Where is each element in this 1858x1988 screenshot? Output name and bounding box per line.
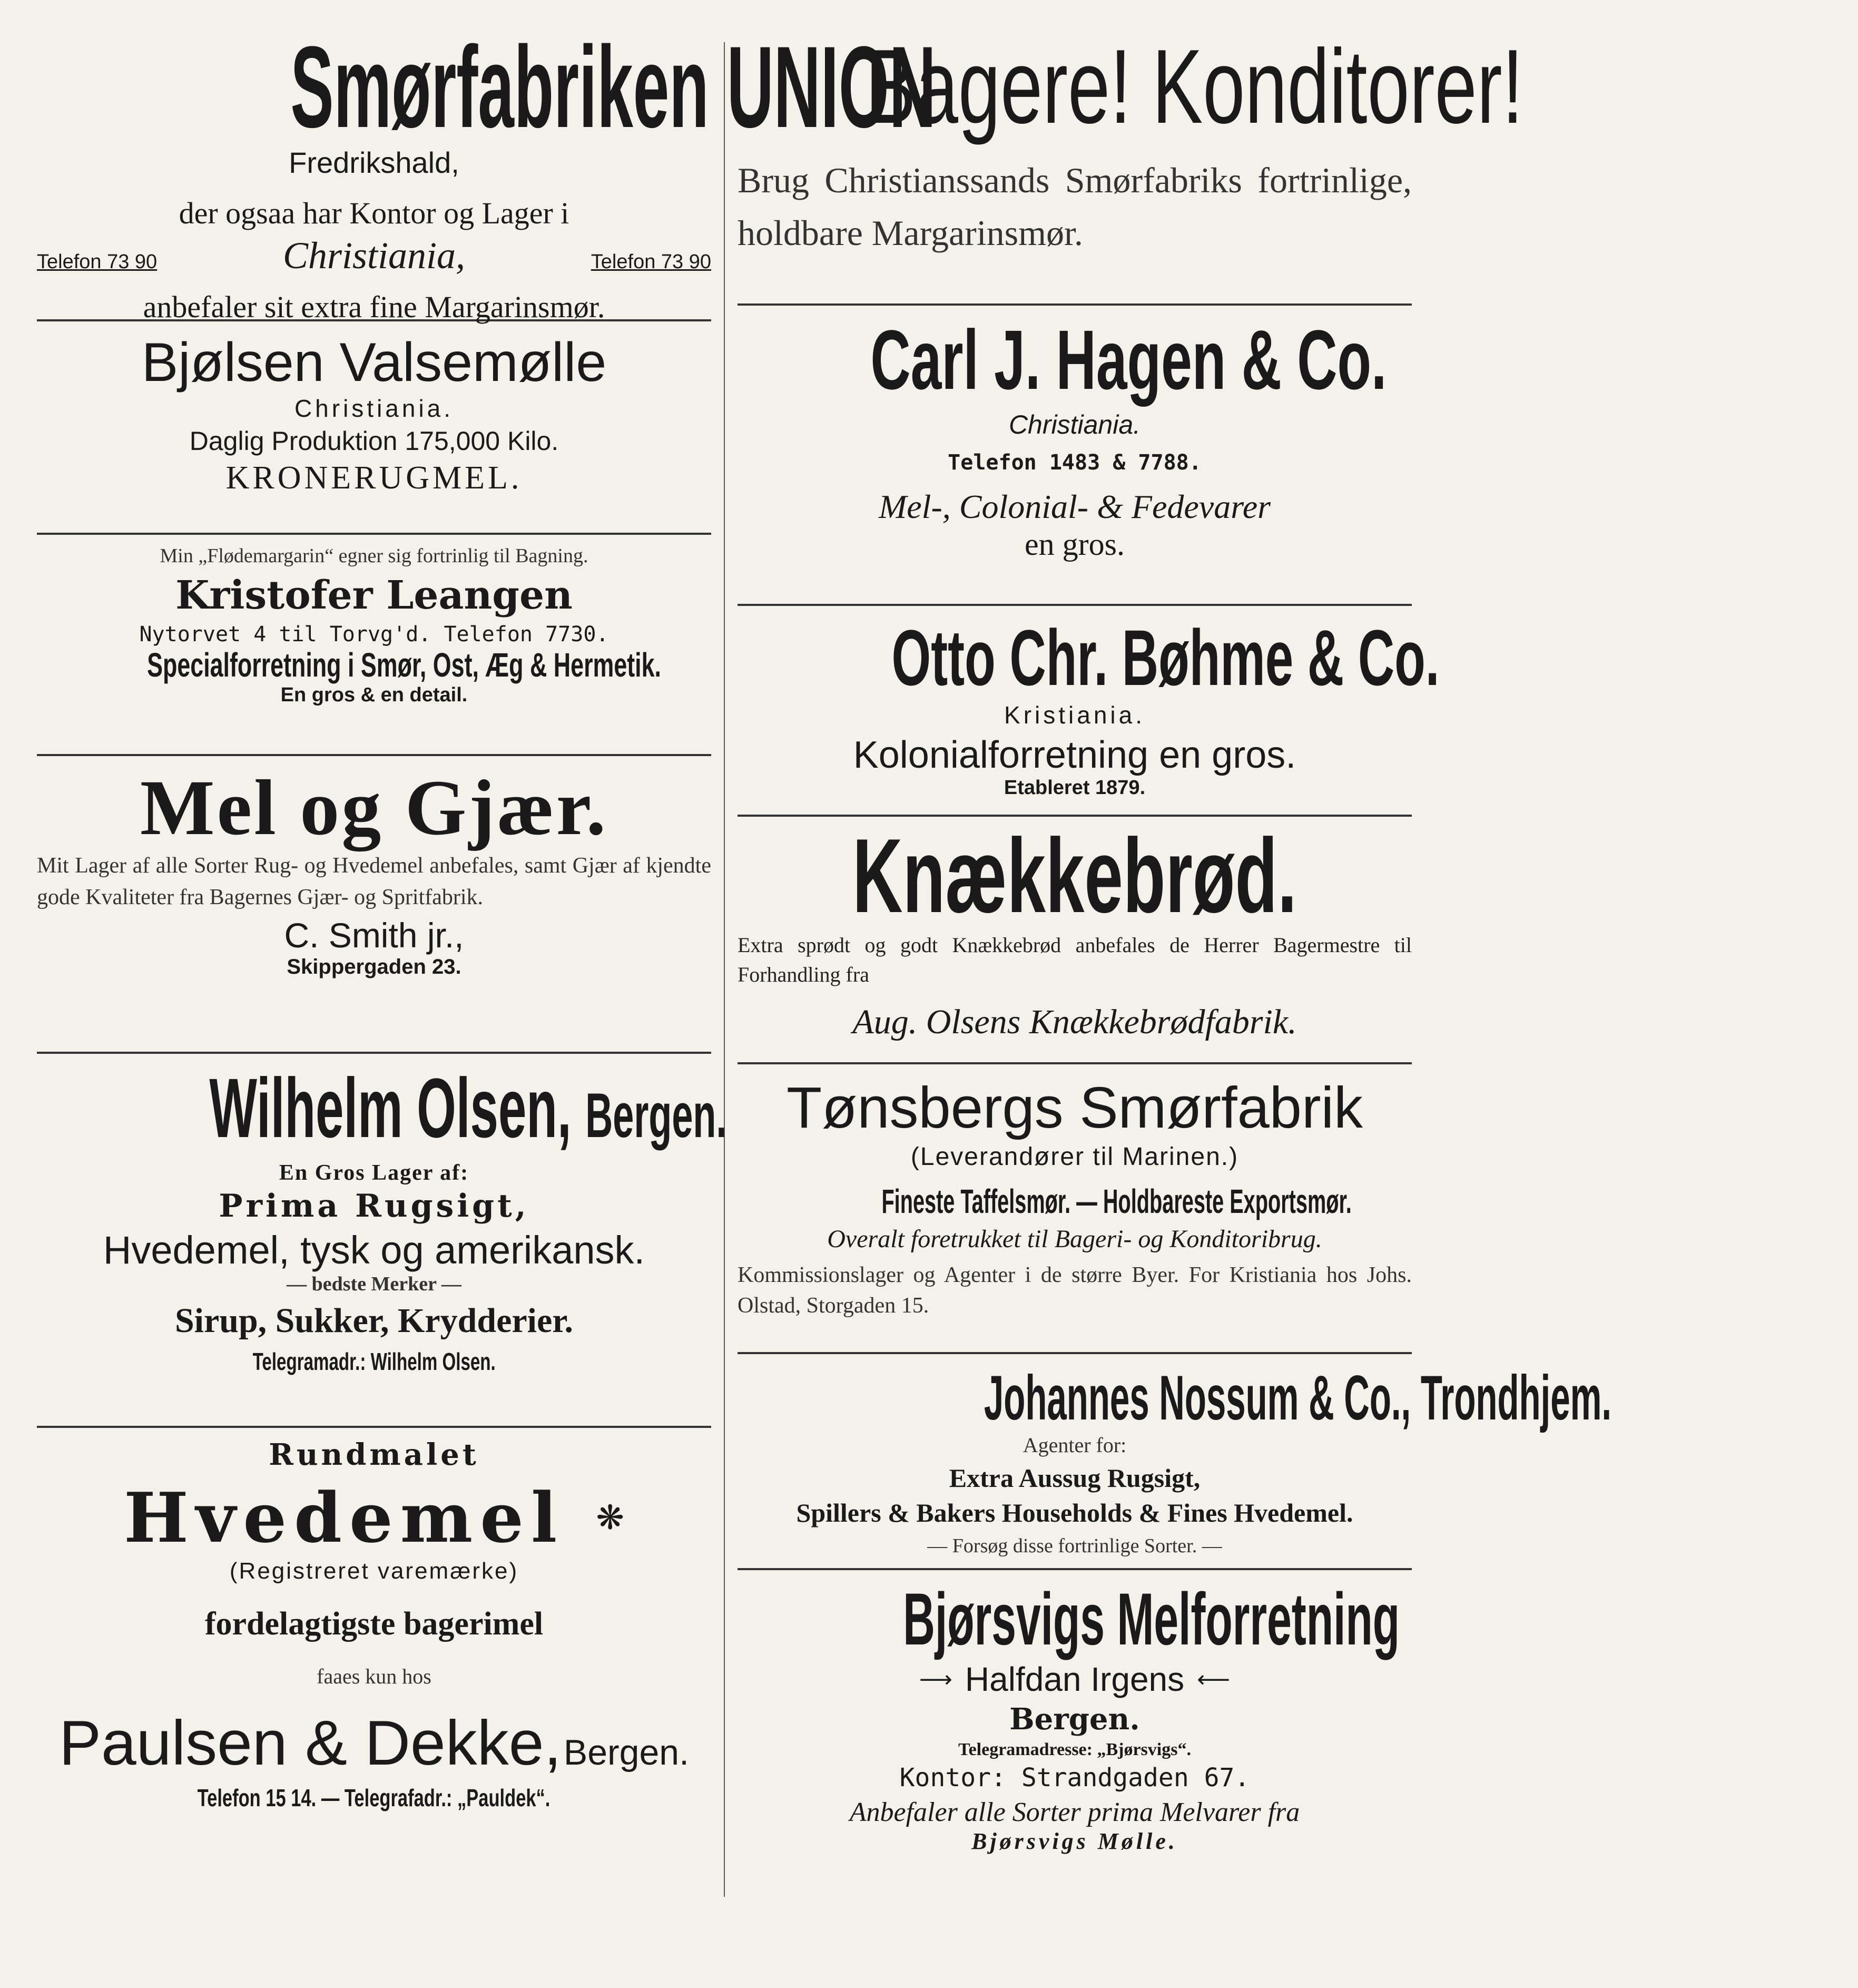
registered: (Registreret varemærke) xyxy=(229,1558,519,1584)
products: Fineste Taffelsmør. — Holdbareste Exportsmør. xyxy=(881,1182,1352,1220)
name: Paulsen & Dekke, xyxy=(58,1708,562,1778)
ad-olsen xyxy=(37,1054,727,1428)
street: Skippergaden 23. xyxy=(287,955,461,978)
established: Etableret 1879. xyxy=(1004,777,1146,799)
contact: Telefon 15 14. — Telegrafadr.: „Pauldek“. xyxy=(198,1784,550,1811)
ad-tonsberg xyxy=(738,1064,1412,1354)
lager: En Gros Lager af: xyxy=(279,1161,469,1185)
city: Christiania. xyxy=(1008,410,1141,439)
place: Christiania, xyxy=(282,234,466,277)
try: — Forsøg disse fortrinlige Sorter. — xyxy=(927,1535,1222,1557)
agents: Kommissionslager og Agenter i de større Byer. For Kristiania hos Johs. Olstad, Storgaden 15. xyxy=(738,1263,1412,1318)
ad-bohme xyxy=(738,606,1440,817)
ad-title: Bjølsen Valsemølle xyxy=(141,332,607,393)
only: faaes kun hos xyxy=(317,1664,431,1688)
ad-title: Johannes Nossum & Co., Trondhjem. xyxy=(984,1363,1612,1433)
star-mark: ❋ xyxy=(596,1499,624,1536)
body-line: anbefaler sit extra fine Margarinsmør. xyxy=(143,290,605,324)
arrow-right-icon: ⟵ xyxy=(1197,1666,1231,1692)
ad-smith xyxy=(37,756,711,1054)
ad-title: Carl J. Hagen & Co. xyxy=(870,312,1387,407)
ad-title: Bjørsvigs Melforretning xyxy=(903,1578,1400,1660)
ad-title: Otto Chr. Bøhme & Co. xyxy=(891,613,1440,702)
trade: Kolonialforretning en gros. xyxy=(853,734,1296,776)
office: Kontor: Strandgaden 67. xyxy=(899,1763,1250,1793)
city: Bergen. xyxy=(585,1080,727,1151)
ad-title: Wilhelm Olsen, xyxy=(209,1061,572,1155)
desc: fordelagtigste bagerimel xyxy=(204,1606,544,1642)
city: Bergen. xyxy=(563,1732,690,1772)
phone: Telefon 1483 & 7788. xyxy=(948,451,1202,475)
ad-title: Mel og Gjær. xyxy=(140,764,608,851)
right-column xyxy=(738,26,1612,1868)
owner: Halfdan Irgens xyxy=(965,1660,1185,1698)
ad-title: Knækkebrød. xyxy=(852,817,1297,935)
product: Hvedemel, tysk og amerikansk. xyxy=(103,1228,645,1272)
left-column xyxy=(37,22,936,1826)
column-divider xyxy=(724,42,725,1897)
maker: Aug. Olsens Knækkebrødfabrik. xyxy=(852,1003,1297,1041)
telegram: Telegramadresse: „Bjørsvigs“. xyxy=(958,1740,1191,1759)
arrow-left-icon: ⟶ xyxy=(919,1666,952,1692)
ad-hagen xyxy=(738,306,1412,606)
phone: Telefon 73 90 xyxy=(37,251,158,273)
ad-title: Smørfabriken UNION xyxy=(290,22,936,152)
address: Nytorvet 4 til Torvg'd. Telefon 7730. xyxy=(139,622,609,647)
brands: — bedste Merker — xyxy=(287,1273,461,1295)
label: Rundmalet xyxy=(269,1437,479,1472)
phone: Telefon 73 90 xyxy=(591,251,711,273)
item: Extra Aussug Rugsigt, xyxy=(949,1463,1201,1493)
body: Brug Christianssands Smørfabriks fortrinlige, holdbare Margarinsmør. xyxy=(738,160,1412,253)
product: Hvedemel xyxy=(124,1477,565,1558)
telegram: Telegramadr.: Wilhelm Olsen. xyxy=(252,1348,496,1375)
body-line: der ogsaa har Kontor og Lager i xyxy=(179,196,569,230)
production: Daglig Produktion 175,000 Kilo. xyxy=(189,426,559,456)
recommend: Anbefaler alle Sorter prima Melvarer fra xyxy=(849,1797,1300,1827)
ad-paulsen xyxy=(37,1428,711,1826)
city: Fredrikshald, xyxy=(289,146,459,179)
ad-title: Tønsbergs Smørfabrik xyxy=(786,1075,1363,1140)
goods: Mel-, Colonial- & Fedevarer xyxy=(878,488,1271,525)
city: Christiania. xyxy=(294,395,454,422)
ad-leangen xyxy=(37,535,711,756)
ad-union xyxy=(37,22,936,324)
supplier: (Leverandører til Marinen.) xyxy=(910,1143,1239,1171)
product: Prima Rugsigt, xyxy=(219,1188,529,1225)
item: Spillers & Bakers Households & Fines Hvedemel. xyxy=(796,1498,1353,1527)
ad-bjolsen xyxy=(37,321,711,535)
agent-label: Agenter for: xyxy=(1023,1433,1127,1457)
mill: Bjørsvigs Mølle. xyxy=(971,1828,1178,1854)
body: Mit Lager af alle Sorter Rug- og Hvedemel anbefales, samt Gjær af kjendte gode Kvaliteter fra Bagernes Gjær- og Spritfabrik. xyxy=(37,854,711,909)
city: Kristiania. xyxy=(1004,701,1145,729)
ad-title: Kristofer Leangen xyxy=(175,573,573,618)
ad-nossum xyxy=(738,1354,1612,1570)
goods: en gros. xyxy=(1025,527,1125,562)
ad-knaekkebrod xyxy=(738,817,1412,1064)
ad-title: Bagere! Konditorer! xyxy=(865,28,1523,145)
preference: Overalt foretrukket til Bageri- og Konditoribrug. xyxy=(827,1225,1322,1253)
name: C. Smith jr., xyxy=(284,916,464,955)
product: KRONERUGMEL. xyxy=(225,460,523,496)
intro: Min „Flødemargarin“ egner sig fortrinlig til Bagning. xyxy=(160,545,588,567)
city: Bergen. xyxy=(1009,1702,1140,1737)
specialty: Specialforretning i Smør, Ost, Æg & Hermetik. xyxy=(147,646,661,684)
ad-bjorsvig xyxy=(738,1570,1412,1868)
ad-bagere xyxy=(738,26,1523,306)
product: Sirup, Sukker, Krydderier. xyxy=(174,1301,574,1340)
body: Extra sprødt og godt Knækkebrød anbefales de Herrer Bagermestre til Forhandling fra xyxy=(738,933,1412,986)
scope: En gros & en detail. xyxy=(280,684,468,706)
